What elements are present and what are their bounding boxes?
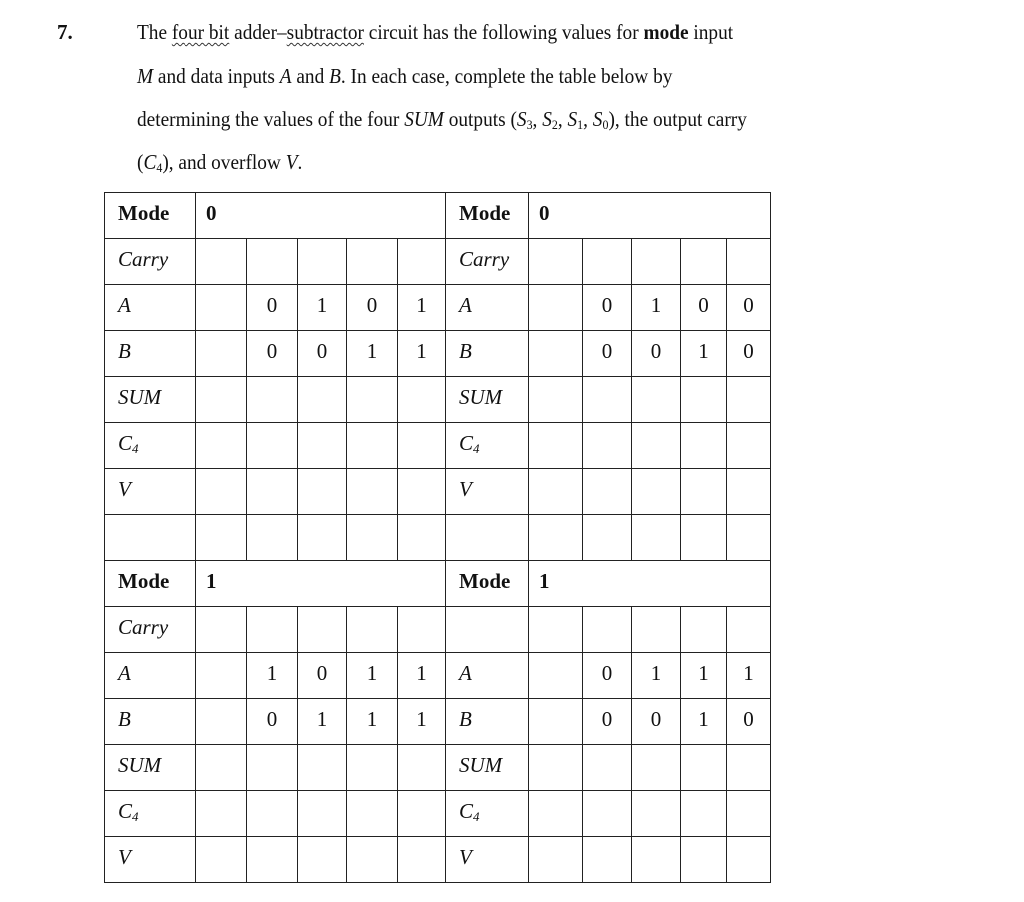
c-answer-cell[interactable] — [632, 791, 681, 837]
text: and — [291, 64, 330, 88]
empty-cell[interactable] — [105, 515, 196, 561]
subscript: 4 — [132, 808, 139, 824]
a-bit-1: 1 — [347, 653, 398, 699]
blank-cell[interactable] — [529, 607, 583, 653]
subscript: 3 — [526, 117, 533, 132]
row-label — [105, 653, 196, 699]
sum-answer-cell[interactable] — [727, 745, 771, 791]
a-bit-3: 0 — [583, 653, 632, 699]
subscript: 4 — [132, 440, 139, 456]
b-label: B — [459, 339, 472, 363]
sum-answer-cell[interactable] — [298, 377, 347, 423]
a-bit-2: 1 — [298, 285, 347, 331]
text: . In each case, complete the table below by — [340, 64, 673, 88]
v-answer-cell[interactable] — [398, 837, 446, 883]
c-answer-cell[interactable] — [632, 423, 681, 469]
question-line-4 — [137, 150, 302, 176]
v-answer-cell[interactable] — [347, 837, 398, 883]
empty-cell[interactable] — [681, 515, 727, 561]
carry-label: Carry — [459, 247, 510, 271]
carry-answer-cell[interactable] — [681, 239, 727, 285]
v-answer-cell[interactable] — [298, 469, 347, 515]
text: S — [567, 107, 578, 131]
carry-answer-cell[interactable] — [347, 607, 398, 653]
v-answer-cell[interactable] — [632, 837, 681, 883]
spellcheck-word: four bit — [171, 20, 230, 44]
row-label — [446, 469, 529, 515]
carry-answer-cell[interactable] — [632, 607, 681, 653]
table-row-c — [105, 423, 771, 469]
sum-label: SUM — [118, 385, 162, 409]
empty-cell[interactable] — [398, 515, 446, 561]
table-row-a — [105, 653, 771, 699]
sum-answer-cell[interactable] — [347, 377, 398, 423]
blank-cell[interactable] — [529, 653, 583, 699]
carry-answer-cell[interactable] — [247, 239, 298, 285]
italic-text: SUM — [404, 107, 444, 131]
row-label — [105, 699, 196, 745]
sum-answer-cell[interactable] — [247, 377, 298, 423]
sum-answer-cell[interactable] — [583, 377, 632, 423]
mode-label: Mode — [446, 561, 529, 607]
row-label — [105, 791, 196, 837]
v-answer-cell[interactable] — [347, 469, 398, 515]
c-answer-cell[interactable] — [347, 423, 398, 469]
b-bit-2: 0 — [632, 699, 681, 745]
table-row-carry — [105, 607, 771, 653]
c-answer-cell[interactable] — [398, 423, 446, 469]
v-label: V — [459, 845, 472, 869]
text: input — [688, 20, 734, 44]
a-bit-0: 1 — [398, 285, 446, 331]
c-answer-cell[interactable] — [727, 791, 771, 837]
b-bit-3: 0 — [247, 699, 298, 745]
v-answer-cell[interactable] — [398, 469, 446, 515]
v-answer-cell[interactable] — [583, 837, 632, 883]
italic-text: M — [137, 64, 154, 88]
a-bit-1: 0 — [681, 285, 727, 331]
table-row-c — [105, 791, 771, 837]
text: ), and overflow — [162, 150, 286, 174]
v-answer-cell[interactable] — [681, 469, 727, 515]
blank-cell[interactable] — [529, 745, 583, 791]
b-bit-3: 0 — [583, 331, 632, 377]
row-label — [446, 791, 529, 837]
italic-text: C — [143, 150, 157, 174]
c-answer-cell[interactable] — [398, 791, 446, 837]
blank-cell[interactable] — [529, 469, 583, 515]
b-bit-0: 0 — [727, 331, 771, 377]
carry-answer-cell[interactable] — [583, 239, 632, 285]
table-row-b — [105, 331, 771, 377]
b-bit-2: 0 — [632, 331, 681, 377]
carry-answer-cell[interactable] — [727, 239, 771, 285]
empty-cell[interactable] — [347, 515, 398, 561]
row-label — [105, 745, 196, 791]
v-label: V — [118, 477, 131, 501]
table-row-carry — [105, 239, 771, 285]
b-bit-3: 0 — [583, 699, 632, 745]
table-row-b — [105, 699, 771, 745]
table-row-sum — [105, 377, 771, 423]
c-answer-cell[interactable] — [247, 791, 298, 837]
text: . — [297, 150, 303, 174]
row-label — [446, 285, 529, 331]
b-label: B — [459, 707, 472, 731]
blank-cell[interactable] — [529, 377, 583, 423]
text: S — [516, 107, 527, 131]
question-number: 7. — [57, 20, 73, 44]
mode-label: Mode — [446, 193, 529, 239]
carry-answer-cell[interactable] — [583, 607, 632, 653]
blank-cell[interactable] — [529, 791, 583, 837]
c4-label: C — [459, 798, 474, 823]
row-label — [446, 699, 529, 745]
v-answer-cell[interactable] — [247, 469, 298, 515]
adder-subtractor-table — [104, 192, 771, 883]
blank-cell[interactable] — [196, 607, 247, 653]
mode-label: Mode — [105, 193, 196, 239]
carry-answer-cell[interactable] — [398, 239, 446, 285]
b-bit-2: 0 — [298, 331, 347, 377]
empty-cell[interactable] — [529, 515, 583, 561]
row-label — [105, 837, 196, 883]
table-row-v — [105, 837, 771, 883]
carry-answer-cell[interactable] — [681, 607, 727, 653]
empty-cell[interactable] — [247, 515, 298, 561]
c-answer-cell[interactable] — [247, 423, 298, 469]
blank-cell[interactable] — [196, 423, 247, 469]
blank-cell[interactable] — [196, 285, 247, 331]
v-answer-cell[interactable] — [632, 469, 681, 515]
row-label — [105, 423, 196, 469]
row-label — [446, 239, 529, 285]
table-row-a — [105, 285, 771, 331]
spellcheck-word: subtractor — [286, 20, 364, 44]
row-label — [446, 331, 529, 377]
a-bit-3: 1 — [247, 653, 298, 699]
c-answer-cell[interactable] — [681, 423, 727, 469]
b-bit-1: 1 — [681, 699, 727, 745]
blank-cell[interactable] — [196, 331, 247, 377]
a-bit-1: 1 — [681, 653, 727, 699]
empty-cell[interactable] — [727, 515, 771, 561]
sum-answer-cell[interactable] — [398, 377, 446, 423]
sum-label: SUM — [459, 385, 503, 409]
a-bit-3: 0 — [247, 285, 298, 331]
a-bit-2: 1 — [632, 285, 681, 331]
row-label — [105, 469, 196, 515]
italic-text: B — [329, 64, 341, 88]
b-bit-1: 1 — [347, 699, 398, 745]
text: adder– — [229, 20, 287, 44]
c-answer-cell[interactable] — [727, 423, 771, 469]
carry-answer-cell[interactable] — [298, 607, 347, 653]
blank-cell[interactable] — [529, 331, 583, 377]
subscript: 4 — [473, 440, 480, 456]
subscript: 2 — [551, 117, 558, 132]
text: , — [532, 107, 543, 131]
text: S — [542, 107, 552, 131]
question-line-3 — [137, 107, 747, 133]
a-label: A — [459, 661, 472, 685]
b-label: B — [118, 339, 131, 363]
mode-row — [105, 193, 771, 239]
a-bit-0: 1 — [398, 653, 446, 699]
mode-row — [105, 561, 771, 607]
empty-cell[interactable] — [583, 515, 632, 561]
blank-cell[interactable] — [196, 699, 247, 745]
a-bit-3: 0 — [583, 285, 632, 331]
italic-text: A — [279, 64, 292, 88]
sum-answer-cell[interactable] — [347, 745, 398, 791]
blank-cell[interactable] — [529, 699, 583, 745]
question-line-2 — [137, 64, 672, 89]
mode-value: 0 — [529, 193, 771, 239]
blank-cell[interactable] — [196, 791, 247, 837]
b-bit-0: 1 — [398, 699, 446, 745]
carry-answer-cell[interactable] — [727, 607, 771, 653]
c-answer-cell[interactable] — [347, 791, 398, 837]
subscript: 4 — [156, 160, 163, 175]
v-label: V — [118, 845, 131, 869]
a-bit-2: 0 — [298, 653, 347, 699]
b-bit-0: 0 — [727, 699, 771, 745]
blank-cell[interactable] — [196, 239, 247, 285]
c4-label: C — [118, 430, 133, 455]
text: ), the output carry — [608, 107, 747, 131]
b-bit-0: 1 — [398, 331, 446, 377]
c-answer-cell[interactable] — [298, 791, 347, 837]
row-label — [105, 331, 196, 377]
row-label — [105, 285, 196, 331]
table-row-v — [105, 469, 771, 515]
blank-cell[interactable] — [196, 653, 247, 699]
row-label — [446, 745, 529, 791]
blank-cell[interactable] — [529, 423, 583, 469]
a-bit-0: 0 — [727, 285, 771, 331]
v-answer-cell[interactable] — [727, 837, 771, 883]
sum-answer-cell[interactable] — [632, 745, 681, 791]
empty-cell[interactable] — [446, 515, 529, 561]
spacer-row — [105, 515, 771, 561]
c-answer-cell[interactable] — [681, 791, 727, 837]
row-label — [105, 377, 196, 423]
v-answer-cell[interactable] — [727, 469, 771, 515]
sum-answer-cell[interactable] — [583, 745, 632, 791]
a-label: A — [118, 661, 131, 685]
row-label — [446, 653, 529, 699]
v-answer-cell[interactable] — [247, 837, 298, 883]
row-label — [446, 377, 529, 423]
carry-answer-cell[interactable] — [632, 239, 681, 285]
italic-text: V — [285, 150, 298, 174]
v-label: V — [459, 477, 472, 501]
b-bit-1: 1 — [681, 331, 727, 377]
mode-value: 0 — [196, 193, 446, 239]
text: The — [137, 20, 172, 44]
a-bit-2: 1 — [632, 653, 681, 699]
b-bit-2: 1 — [298, 699, 347, 745]
row-label — [105, 239, 196, 285]
subscript: 0 — [602, 117, 609, 132]
mode-value: 1 — [196, 561, 446, 607]
blank-cell[interactable] — [196, 745, 247, 791]
subscript: 4 — [473, 808, 480, 824]
a-bit-1: 0 — [347, 285, 398, 331]
blank-cell[interactable] — [196, 469, 247, 515]
v-answer-cell[interactable] — [583, 469, 632, 515]
row-label — [446, 607, 529, 653]
text: , — [557, 107, 568, 131]
subscript: 1 — [577, 117, 584, 132]
carry-answer-cell[interactable] — [398, 607, 446, 653]
sum-answer-cell[interactable] — [681, 745, 727, 791]
question-line-1 — [137, 20, 733, 45]
text: S — [592, 107, 603, 131]
carry-label: Carry — [118, 247, 169, 271]
c4-label: C — [118, 798, 133, 823]
blank-cell[interactable] — [529, 285, 583, 331]
sum-answer-cell[interactable] — [398, 745, 446, 791]
b-bit-1: 1 — [347, 331, 398, 377]
mode-label: Mode — [105, 561, 196, 607]
text: circuit has the following values for — [363, 20, 644, 44]
sum-answer-cell[interactable] — [632, 377, 681, 423]
c-answer-cell[interactable] — [583, 423, 632, 469]
bold-text: mode — [643, 20, 689, 44]
table-row-sum — [105, 745, 771, 791]
carry-answer-cell[interactable] — [298, 239, 347, 285]
sum-answer-cell[interactable] — [727, 377, 771, 423]
v-answer-cell[interactable] — [681, 837, 727, 883]
a-label: A — [459, 293, 472, 317]
text: and data inputs — [153, 64, 280, 88]
row-label — [446, 423, 529, 469]
blank-cell[interactable] — [529, 837, 583, 883]
sum-answer-cell[interactable] — [298, 745, 347, 791]
mode-value: 1 — [529, 561, 771, 607]
text: ( — [137, 150, 144, 174]
carry-answer-cell[interactable] — [247, 607, 298, 653]
text: outputs ( — [443, 107, 517, 131]
blank-cell[interactable] — [529, 239, 583, 285]
b-label: B — [118, 707, 131, 731]
c4-label: C — [459, 430, 474, 455]
blank-cell[interactable] — [196, 837, 247, 883]
text: determining the values of the four — [137, 107, 405, 131]
text: , — [583, 107, 593, 131]
sum-label: SUM — [459, 753, 503, 777]
c-answer-cell[interactable] — [583, 791, 632, 837]
sum-answer-cell[interactable] — [247, 745, 298, 791]
a-label: A — [118, 293, 131, 317]
c-answer-cell[interactable] — [298, 423, 347, 469]
row-label — [105, 607, 196, 653]
sum-answer-cell[interactable] — [681, 377, 727, 423]
empty-cell[interactable] — [632, 515, 681, 561]
empty-cell[interactable] — [298, 515, 347, 561]
a-bit-0: 1 — [727, 653, 771, 699]
carry-answer-cell[interactable] — [347, 239, 398, 285]
blank-cell[interactable] — [196, 377, 247, 423]
v-answer-cell[interactable] — [298, 837, 347, 883]
b-bit-3: 0 — [247, 331, 298, 377]
carry-label: Carry — [118, 615, 169, 639]
empty-cell[interactable] — [196, 515, 247, 561]
row-label — [446, 837, 529, 883]
sum-label: SUM — [118, 753, 162, 777]
